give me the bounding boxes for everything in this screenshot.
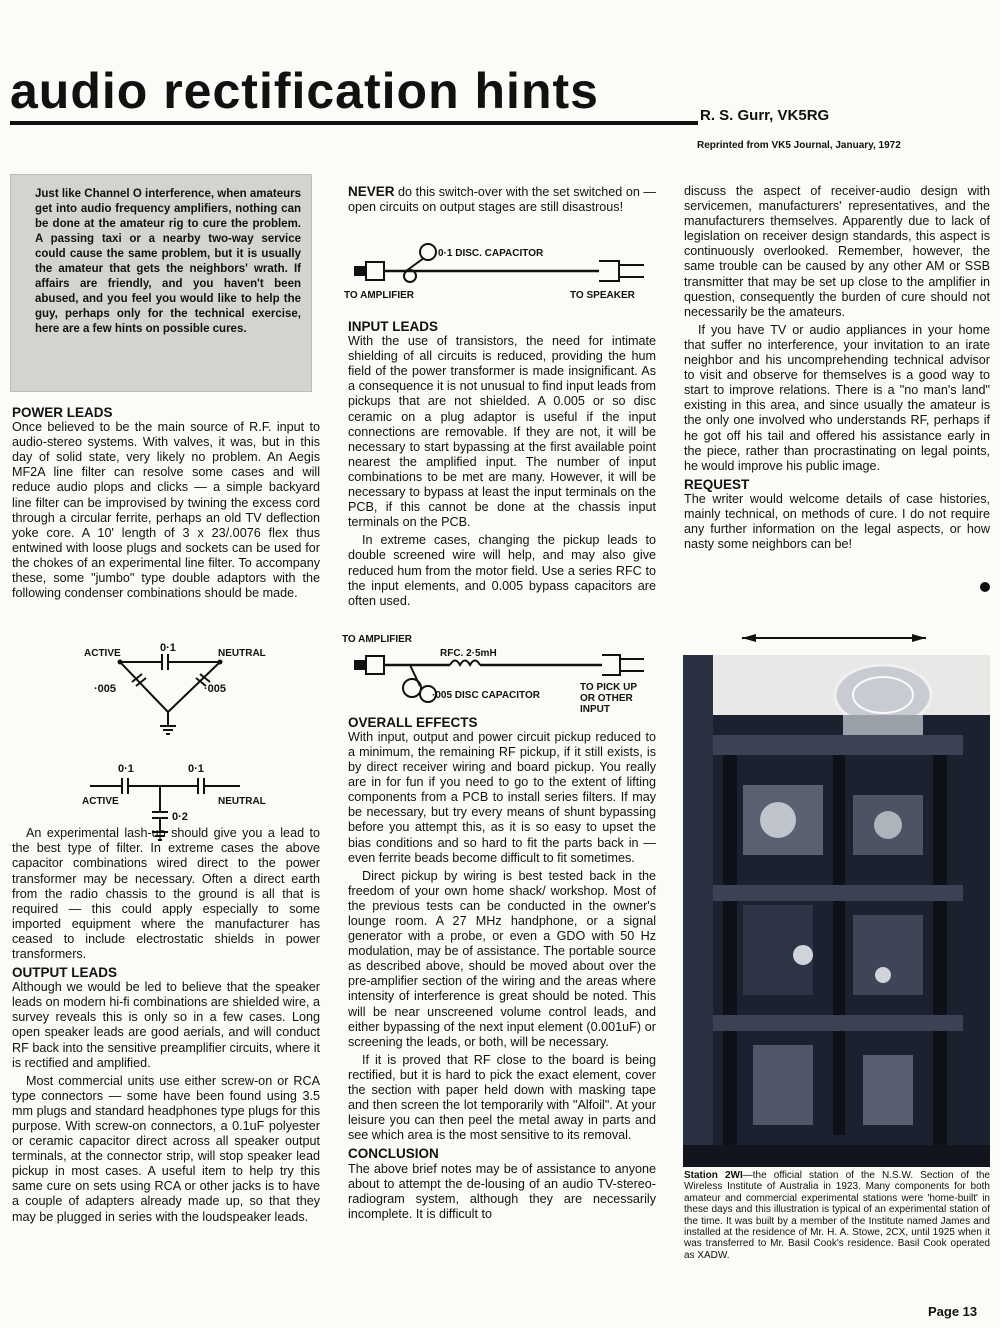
heading-request: REQUEST — [684, 476, 750, 492]
author-byline: R. S. Gurr, VK5RG — [700, 107, 830, 124]
reprint-note: Reprinted from VK5 Journal, January, 1972 — [697, 140, 901, 151]
intro-text: Just like Channel O interference, when amateurs get into audio frequency amplifiers, nothing can be done at the amateur rig to cure the problem. A passing taxi or a nearby two-way service could cause the same problem, but it is usually the amateur that gets the neighbors' wrath. If affairs are friendly, and you haven't been abused, and you feel you would like to help the guy, perhaps only for the technical exercise, here are a few hints on possible cures. — [35, 188, 301, 335]
station-photo — [683, 655, 990, 1167]
never-note — [348, 184, 656, 218]
paragraph-overall-1: With input, output and power circuit pickup reduced to a minimum, the remaining RF pickup, if it still exists, is by direct receiver wiring and board pickup. You really are in for fun if you need to go to the extent of lifting components from a PCB to install series filters. If may be necessary, but try every means of shunt bypassing before you attempt this, as it is so easy to upset the bias conditions and so hard to fit the parts back in — even ferrite beads become difficult to fit sometimes. — [348, 729, 656, 865]
never-text: do this switch-over with the set switched on — open circuits on output stages are still disastrous! — [348, 185, 656, 215]
heading-overall-effects: OVERALL EFFECTS — [348, 714, 478, 730]
diagram-filter-triangle — [80, 640, 280, 740]
paragraph-output-1: Although we would be led to believe that the speaker leads on modern hi-fi combinations are shielded wire, a survey reveals this is only so in a few cases. Long open speaker leads are good aerials, and will conduct RF back into the sensitive preamplifier circuits, where it is rectified and amplified. — [12, 980, 321, 1070]
heading-power-leads: POWER LEADS — [12, 405, 113, 420]
label-cap-1: 0·1 — [118, 763, 134, 775]
heading-conclusion: CONCLUSION — [348, 1146, 439, 1162]
label-cap-top: 0·1 — [160, 642, 176, 654]
label-cap-right: ·005 — [204, 683, 227, 695]
paragraph-conclusion: The above brief notes may be of assistance to anyone about to attempt the de-lousing of an audio TV-stereo-radiogram system, although they are necessarily incomplete. It is difficult to — [348, 1161, 656, 1221]
label-active: ACTIVE — [84, 648, 121, 659]
article-title: audio rectification hints — [10, 63, 599, 119]
page-number: Page 13 — [928, 1304, 978, 1319]
title-rule — [10, 121, 698, 125]
label-to-pickup-3: INPUT — [580, 704, 610, 715]
label-cap-left: ·005 — [94, 683, 117, 695]
paragraph-input-1: With the use of transistors, the need for intimate shielding of all circuits is reduced, providing the hum field of the power transformer is made insignificant. As a consequence it is not unusual to find input leads from pickups that are not shielded. A 0.005 or so disc ceramic on a plug adaptor is useful if the input connections are removable. If they are not, it will be necessary to start bypassing at the first available point nearest the amplified input. The number of input combinations to be met are many. However, it will be necessary to bypass at least the input terminals on the PCB, if this cannot be done at the chassis input terminals on the PCB. — [348, 334, 656, 530]
paragraph-request: The writer would welcome details of case histories, mainly technical, on methods of cure. I do not require any further information on the legal aspects, or how nasty some neighbors can be! — [684, 491, 990, 552]
paragraph-input-2: In extreme cases, changing the pickup leads to double screened wire will help, and may also give reduced hum from the motor field. Use a series RFC to the input elements, and 0.005 bypass capacitors are often used. — [348, 533, 656, 608]
label-to-speaker: TO SPEAKER — [570, 290, 635, 301]
end-mark — [980, 582, 990, 592]
label-to-pickup-2: OR OTHER — [580, 693, 633, 704]
column-3 — [684, 184, 990, 555]
label-to-pickup-1: TO PICK UP — [580, 682, 638, 693]
heading-input-leads: INPUT LEADS — [348, 319, 439, 334]
label-disc-capacitor: 0·1 DISC. CAPACITOR — [438, 248, 544, 259]
label-neutral: NEUTRAL — [218, 648, 266, 659]
diagram-input-filter — [340, 628, 656, 718]
diagram-filter-series — [80, 758, 280, 850]
never-lead: NEVER — [348, 184, 395, 199]
label-disc-capacitor: ·005 DISC CAPACITOR — [432, 690, 540, 701]
paragraph-tv: If you have TV or audio appliances in your home that suffer no interference, your invitation to an irate neighbor and his uncomprehending technical advisor to visit and observe for themselves is a good way to start to improve relations. There is a "no man's land" existing in this area, and since usually the amateur is the only one involved who understands RF, perhaps if he got off his tail and offered his assistance early in the piece, rather than procrastinating on legal points, he would improve his public image. — [684, 322, 990, 473]
label-rfc: RFC. 2·5mH — [440, 648, 497, 659]
paragraph-never — [348, 184, 656, 215]
intro-box — [10, 174, 312, 392]
label-neutral: NEUTRAL — [218, 796, 266, 807]
paragraph-power-leads: Once believed to be the main source of R.F. input to audio-stereo systems. With valves, it was, but in this day of solid state, very likely no problem. An Aegis MF2A line filter can resolve some cases and will reduce audio plops and clicks — a simple backyard line filter can be improvised by twining the excess cord through a circular ferrite, perhaps an old TV deflection yoke core. A 10' length of 3 x 23/.0076 flex thus entwined with loose plugs and sockets can be used for the chokes of an experimental line filter. To accompany these, some "jumbo" type double adaptors with the following condenser combinations should be made. — [12, 420, 320, 601]
paragraph-overall-3: If it is proved that RF close to the board is being rectified, but it is hard to pick the exact element, cover the section with paper held down with masking tape and then screen the lot temporarily with "Alfoil". At your leisure you can then peel the metal away in parts and see which area is the most sensitive to its removal. — [348, 1052, 656, 1143]
diagram-speaker-adaptor — [344, 236, 656, 306]
label-cap-3: 0·2 — [172, 811, 188, 823]
label-to-amplifier: TO AMPLIFIER — [344, 290, 414, 301]
label-to-amplifier: TO AMPLIFIER — [342, 634, 412, 645]
paragraph-output-2: Most commercial units use either screw-on or RCA type connectors — some have been found using 3.5 mm plugs and standard headphones type plugs for this purpose. With screw-on connectors, a 0.1uF polyester or ceramic capacitor direct across all speaker output terminals, at the connector strip, will stop speaker lead pickup in most cases. A useful item to help try this same cure on sets using RCA or other jacks is to have a couple of adapters already made up, so that they may be plugged in series with the loudspeaker leads. — [12, 1073, 320, 1224]
label-cap-2: 0·1 — [188, 763, 204, 775]
caption-lead: Station 2WI — [684, 1170, 743, 1181]
caption-text: —the official station of the N.S.W. Section of the Wireless Institute of Australia in 1923. Many components for both amateur and commercial experimental stations were 'home-built' in these days and this illustration is typical of an experimental station of the time. It was built by a member of the Institute named James and installed at the residence of Mr. H. A. Stowe, 2CX, until 1925 when it was transferred to Mr. Basil Cook's residence. Basil Cook operated as XADW. — [684, 1170, 990, 1261]
label-active: ACTIVE — [82, 796, 119, 807]
paragraph-lashup: An experimental lash-up should give you a lead to the best type of filter. In extreme cases the above capacitor combinations wired direct to the power transformer may be necessary. Often a direct earth from the radio chassis to the ground is all that is required — this could apply especially to some imported equipment where the manufacturer has ceased to include electrostatic shields in power transformers. — [12, 826, 320, 961]
section-divider-arrow — [742, 634, 926, 642]
column-2 — [348, 316, 656, 1225]
heading-output-leads: OUTPUT LEADS — [12, 965, 118, 981]
paragraph-overall-2: Direct pickup by wiring is best tested back in the freedom of your own home shack/ workshop. Most of the previous tests can be conducted in the owner's lounge room. A 27 MHz handphone, or a signal generator with a probe, or even a GDO with 50 Hz modulation, may be of assistance. The portable source as described above, should be moved about over the pre-amplifier section of the wiring and the areas where intensity of interference is great should be noted. This will be near unscreened volume control leads, and either bypassing of the next input element (0.001uF) or screening the leads, or both, will be necessary. — [348, 868, 656, 1049]
paragraph-discuss: discuss the aspect of receiver-audio design with servicemen, manufacturers' representatives, and the manufacturers themselves. Apparently due to lack of legislation on receiver design standards, this aspect is continuously overlooked. Remember, however, the same trouble can be caused by any other AM or SSB transmitter that may be set up close to the amplifier in question, consequently the burden of cure should not necessarily be the amateurs. — [684, 184, 990, 319]
photo-caption — [684, 1170, 990, 1261]
